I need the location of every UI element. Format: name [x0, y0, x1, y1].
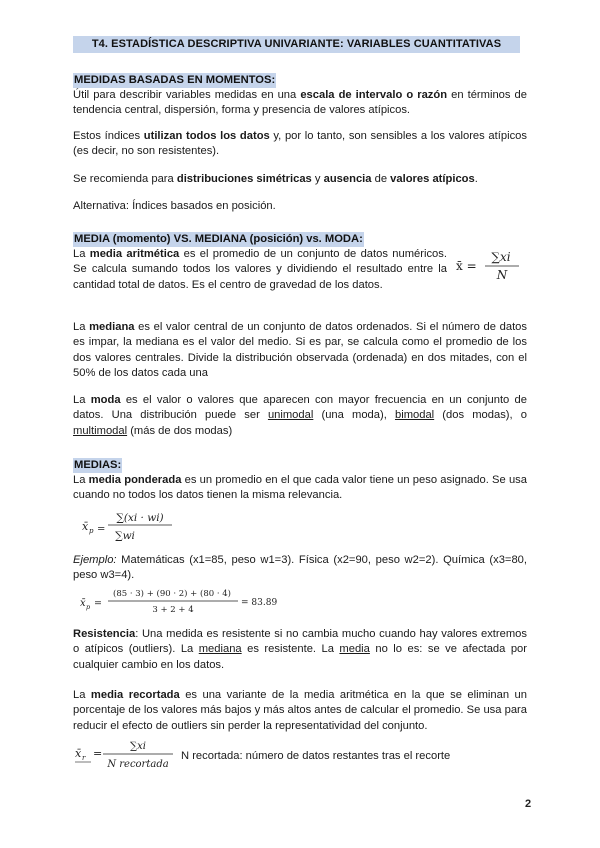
text-run: La: [73, 474, 89, 486]
bold-run: ausencia: [323, 173, 372, 185]
text-run: La: [73, 248, 90, 260]
formula-media-ponderada: [80, 508, 180, 544]
bold-run: mediana: [89, 321, 135, 333]
text-run: La: [73, 394, 91, 406]
formula-equals: =: [93, 747, 103, 760]
text-run: en términos de tendencia central, dispersión, forma y presencia de valores atípicos.: [73, 89, 527, 117]
formula-equals: =: [94, 598, 102, 609]
text-run: Matemáticas (x1=85, peso w1=3). Física (x2=90, peso w2=2). Química (x3=80, peso w3=4).: [73, 554, 527, 582]
formula-media-recortada: [73, 737, 183, 773]
text-run: es el promedio de un conjunto de datos numéricos. Se calcula sumando todos los valores y dividiendo el resultado entre la cantidad total de datos. Es el centro de gravedad de los datos.: [73, 248, 447, 291]
paragraph-media-ponderada: [73, 473, 527, 504]
text-run: es una variante de la media aritmética en la que se eliminan un porcentaje de los valores más bajos y más altos antes de calcular el promedio. Se usa para reducir el efecto de outliers sin perder la representatividad del conjunto.: [73, 689, 527, 732]
paragraph-momentos-sensitivity: [73, 129, 527, 160]
underlined-run: mediana: [198, 643, 242, 656]
formula-denominator: N: [496, 268, 508, 282]
text-run: : Una medida es resistente si no cambia mucho cuando hay valores extremos o atípicos (outliers). La: [73, 628, 527, 656]
formula-recortada-note: N recortada: número de datos restantes tras el recorte: [181, 750, 451, 762]
text-run: (más de dos modas): [127, 424, 233, 437]
bold-run: valores atípicos: [390, 173, 475, 185]
bold-run: media aritmética: [89, 248, 180, 260]
bold-run: moda: [90, 394, 121, 406]
section-heading-media-mediana-moda: MEDIA (momento) VS. MEDIANA (posición) vs. MODA:: [74, 233, 363, 245]
text-run: .: [474, 173, 478, 185]
paragraph-resistencia: [73, 627, 527, 673]
text-run: es el valor o valores que aparecen con mayor frecuencia en un conjunto de datos. Una distribución puede ser: [73, 394, 527, 422]
paragraph-media-recortada: [73, 688, 527, 734]
underlined-run: media: [339, 643, 370, 656]
paragraph-media-aritmetica: [73, 247, 447, 293]
text-run: La: [73, 321, 90, 333]
paragraph-momentos-recommendation: [73, 172, 527, 187]
text-run: es el valor central de un conjunto de datos ordenados. Si el número de datos es impar, la mediana es el valor del medio. Si es par, se calcula como el promedio de los dos valores centrales. Divide la distribución observada (ordenada) en dos mitades, con el 50% de los datos cada una: [73, 321, 527, 380]
paragraph-moda: [73, 393, 527, 439]
bold-run: media recortada: [90, 689, 180, 701]
section-heading-medias: MEDIAS:: [74, 459, 122, 471]
paragraph-mediana: [73, 320, 527, 382]
text-run: Se recomienda para: [73, 173, 177, 185]
formula-denominator: N recortada: [107, 759, 169, 770]
text-run: y: [311, 173, 324, 185]
formula-result: = 83.89: [241, 598, 278, 608]
formula-denominator: 3 + 2 + 4: [152, 605, 194, 615]
formula-subscript: r: [82, 754, 86, 762]
text-run: no lo es: se ve afectada por cualquier cambio en los datos.: [73, 643, 527, 671]
underlined-run: unimodal: [267, 409, 314, 422]
formula-lhs: x̄: [80, 598, 86, 609]
text-run: Estos índices: [73, 130, 144, 142]
text-run: es un promedio en el que cada valor tiene un peso asignado. Se usa cuando no todos los datos tienen la misma relevancia.: [73, 474, 527, 502]
formula-media-aritmetica: [455, 246, 525, 286]
underlined-run: bimodal: [394, 409, 435, 422]
underlined-run: multimodal: [73, 424, 128, 437]
formula-equals: =: [97, 524, 106, 535]
formula-lhs: x̄ =: [456, 259, 477, 273]
formula-numerator: ∑(xi · wi): [116, 512, 164, 524]
text-run: de: [371, 173, 391, 185]
paragraph-momentos-utility: [73, 88, 527, 119]
bold-run: distribuciones simétricas: [176, 173, 312, 185]
formula-subscript: p: [86, 603, 91, 611]
formula-numerator: ∑xi: [130, 741, 146, 752]
text-run: Útil para describir variables medidas en una: [73, 89, 301, 101]
formula-lhs: x̄: [75, 747, 82, 760]
bold-run: Resistencia: [73, 628, 136, 640]
formula-numerator: ∑xi: [491, 250, 511, 264]
formula-subscript: p: [89, 527, 94, 535]
bold-run: media ponderada: [88, 474, 182, 486]
formula-ejemplo-ponderada: [78, 585, 288, 617]
text-run: La: [73, 689, 91, 701]
page-title: T4. ESTADÍSTICA DESCRIPTIVA UNIVARIANTE: VARIABLES CUANTITATIVAS: [73, 36, 520, 53]
bold-run: utilizan todos los datos: [143, 130, 270, 142]
bold-run: escala de intervalo o razón: [300, 89, 448, 101]
paragraph-ejemplo: [73, 553, 527, 584]
formula-lhs: x̄: [82, 520, 89, 533]
text-run: es resistente. La: [241, 643, 340, 656]
text-run: (una moda),: [313, 409, 395, 422]
formula-numerator: (85 · 3) + (90 · 2) + (80 · 4): [113, 589, 231, 599]
formula-denominator: ∑wi: [115, 530, 135, 542]
italic-run: Ejemplo:: [73, 554, 117, 566]
text-run: y, por lo tanto, son sensibles a los valores atípicos (es decir, no son resistentes).: [73, 130, 527, 158]
section-heading-momentos: MEDIDAS BASADAS EN MOMENTOS:: [74, 74, 276, 86]
text-run: (dos modas), o: [434, 409, 527, 422]
page-number: 2: [525, 798, 532, 810]
paragraph-momentos-alternative: Alternativa: Índices basados en posición.: [73, 200, 276, 212]
